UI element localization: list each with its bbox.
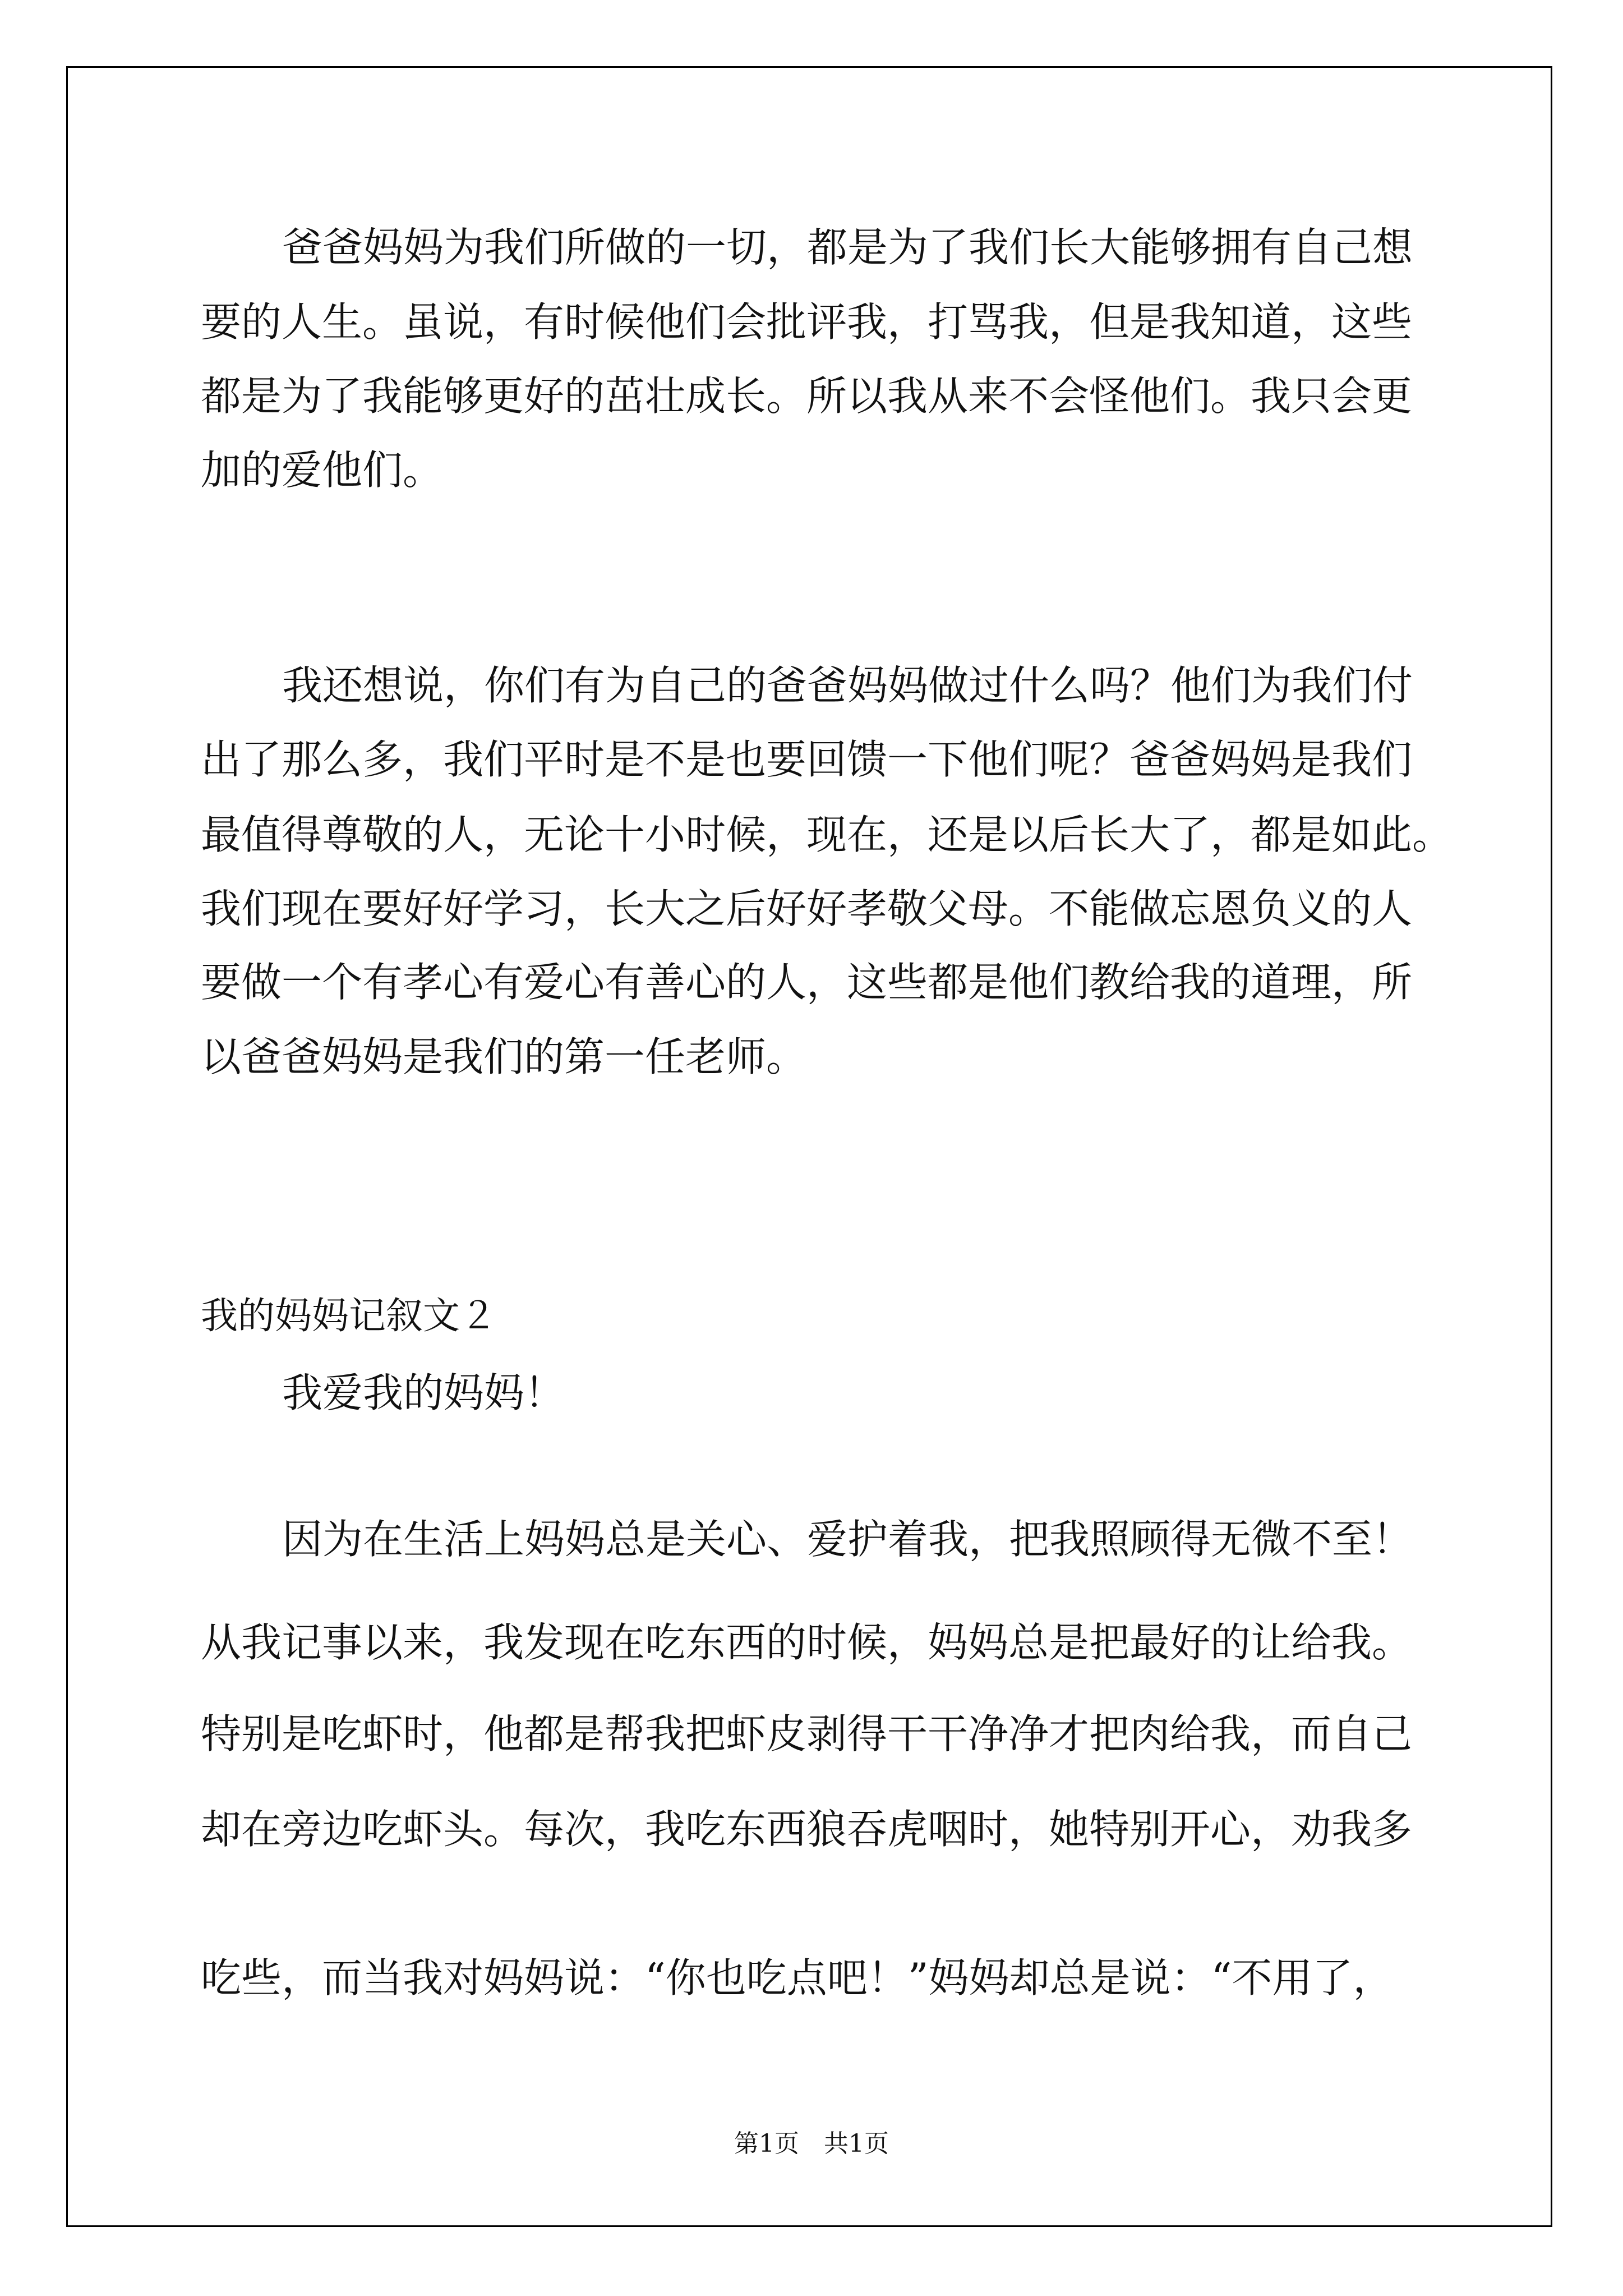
page-number-footer: 第1页 共1页: [734, 2129, 889, 2158]
text-line: 要做一个有孝心有爱心有善心的人，这些都是他们教给我的道理，所: [201, 959, 1413, 1006]
text-line: 我们现在要好好学习，长大之后好好孝敬父母。不能做忘恩负义的人: [201, 885, 1413, 932]
text-line: 出了那么多，我们平时是不是也要回馈一下他们呢？爸爸妈妈是我们: [201, 736, 1413, 783]
text-line: 要的人生。虽说，有时候他们会批评我，打骂我，但是我知道，这些: [201, 298, 1413, 346]
text-line: 以爸爸妈妈是我们的第一任老师。: [201, 1033, 807, 1080]
text-line: 从我记事以来，我发现在吃东西的时候，妈妈总是把最好的让给我。: [201, 1619, 1413, 1666]
text-line: 却在旁边吃虾头。每次，我吃东西狼吞虎咽时，她特别开心，劝我多: [201, 1806, 1413, 1853]
text-line: 都是为了我能够更好的茁壮成长。所以我从来不会怪他们。我只会更: [201, 372, 1413, 420]
text-line: 最值得尊敬的人，无论十小时候，现在，还是以后长大了，都是如此。: [201, 811, 1453, 858]
text-line: 特别是吃虾时，他都是帮我把虾皮剥得干干净净才把肉给我，而自己: [201, 1710, 1413, 1757]
text-line: 因为在生活上妈妈总是关心、爱护着我，把我照顾得无微不至！: [282, 1516, 1413, 1563]
text-line: 我还想说，你们有为自己的爸爸妈妈做过什么吗？他们为我们付: [282, 662, 1413, 709]
text-line: 吃些，而当我对妈妈说：“你也吃点吧！”妈妈却总是说：“不用了，: [201, 1954, 1394, 2001]
text-line: 爸爸妈妈为我们所做的一切，都是为了我们长大能够拥有自己想: [282, 224, 1413, 271]
text-line: 我爱我的妈妈！: [282, 1369, 565, 1416]
text-line: 加的爱他们。: [201, 447, 444, 494]
section-heading: 我的妈妈记叙文２: [201, 1294, 497, 1337]
